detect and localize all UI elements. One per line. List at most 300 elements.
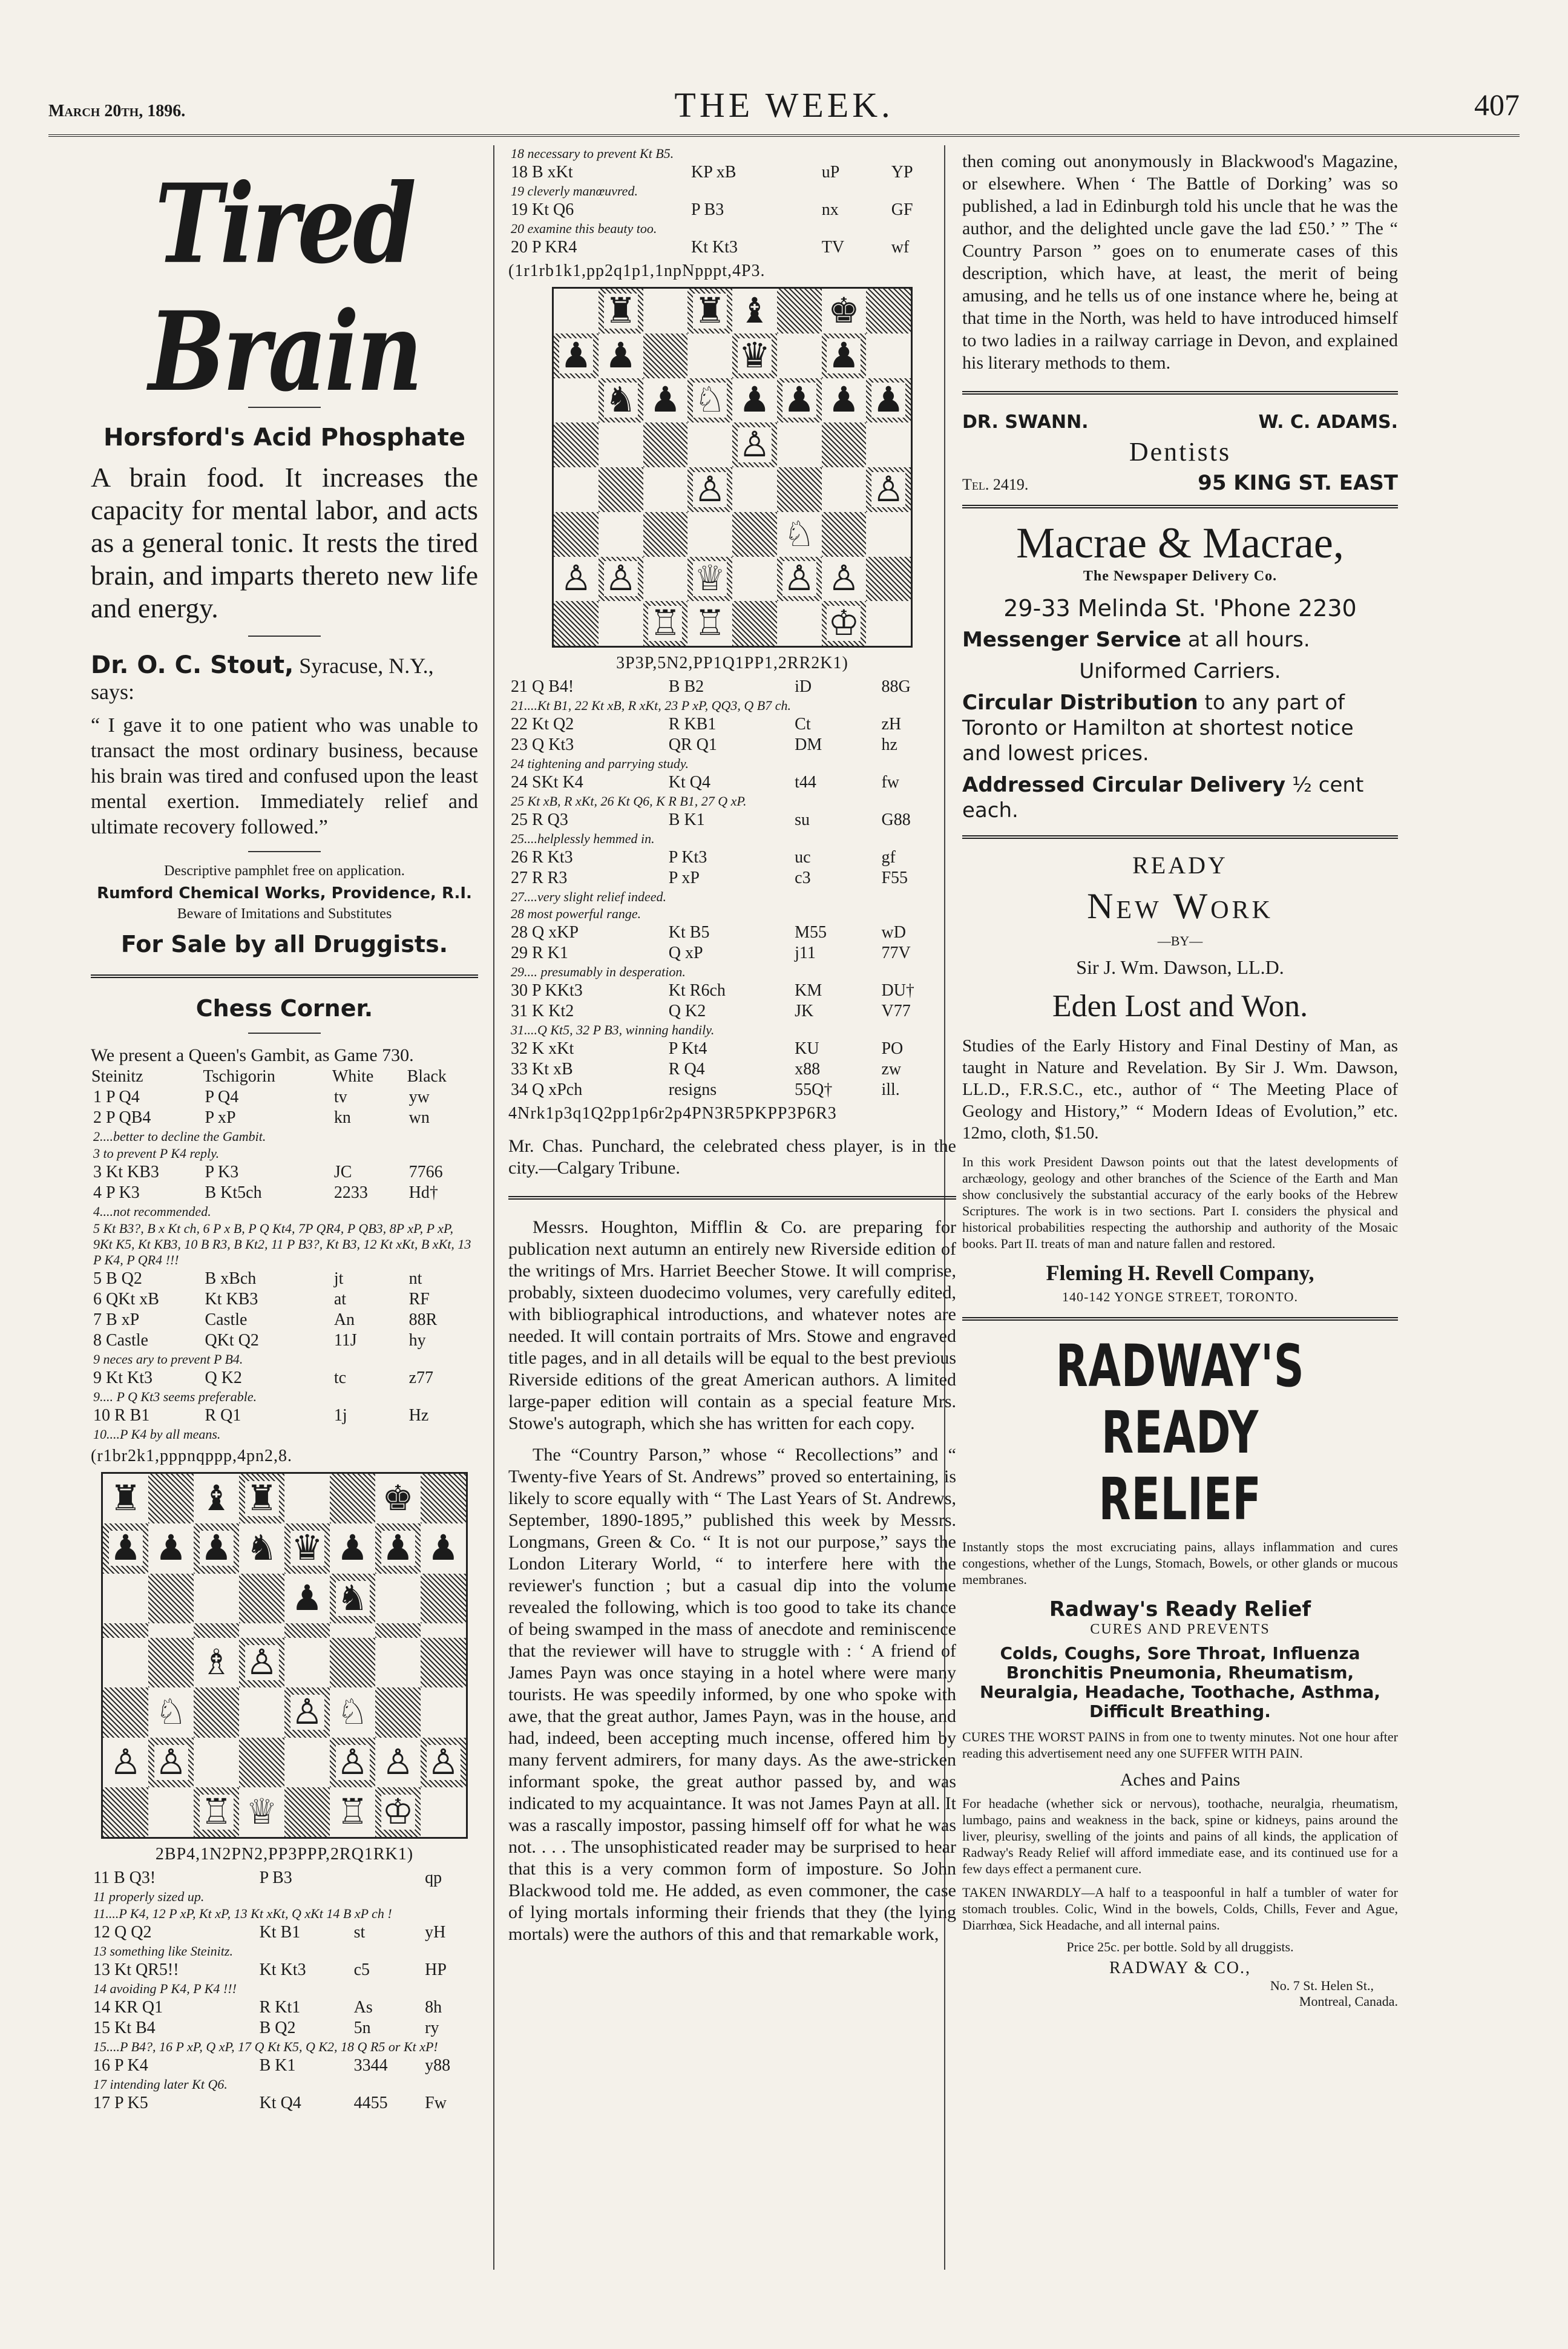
black-move: R Kt1 — [259, 1998, 301, 2017]
chess-piece-icon: ♙ — [246, 1643, 278, 1683]
board-square — [421, 1523, 466, 1573]
move-row — [91, 1405, 478, 1426]
dentist-2: W. C. ADAMS. — [1258, 412, 1398, 433]
board-square — [330, 1523, 375, 1573]
black-code: Fw — [425, 2094, 447, 2112]
black-move: B xBch — [205, 1269, 257, 1288]
black-code: wn — [408, 1108, 430, 1127]
chess-piece-icon: ♝ — [738, 291, 770, 330]
white-move: R B1 — [114, 1406, 150, 1425]
move-row — [508, 1080, 956, 1100]
move-white-cell — [508, 1059, 666, 1080]
chess-piece-icon: ♘ — [155, 1692, 187, 1732]
chess-piece-icon: ♟ — [155, 1528, 187, 1568]
board-square — [330, 1638, 375, 1687]
chess-piece-icon: ♟ — [427, 1528, 459, 1568]
move-white-cell — [508, 772, 666, 793]
section-rule — [508, 1196, 956, 1200]
move-row — [91, 1922, 478, 1943]
chess-piece-icon: ♟ — [783, 380, 815, 420]
board-square — [103, 1738, 148, 1787]
move-note-text: 5 Kt B3?, B x Kt ch, 6 P x B, P Q Kt4, 7P QR4, P QB3, 8P xP, P xP, 9Kt K5, Kt KB3, 10 B R3, B Kt2, 11 P B3?, Kt B3, 12 Kt xKt, B xKt, 13 P K4, P QR4 !!! — [93, 1221, 471, 1267]
board-square — [687, 289, 732, 333]
white-code: An — [333, 1310, 355, 1329]
white-code: j11 — [795, 944, 816, 962]
move-row — [508, 735, 956, 755]
board-square — [421, 1474, 466, 1523]
white-move: R K1 — [532, 944, 568, 962]
black-move: Kt B5 — [668, 923, 710, 942]
board2-fen-bottom: 3P3P,5N2,PP1Q1PP1,2RR2K1) — [616, 654, 848, 672]
black-code: 7766 — [408, 1163, 443, 1181]
move-note-text: 27....very slight relief indeed. — [511, 889, 667, 904]
horsford-product: Horsford's Acid Phosphate — [103, 424, 466, 452]
move-note-text: 20 examine this beauty too. — [511, 221, 657, 236]
book-ready: READY — [1132, 852, 1228, 879]
move-row — [91, 1269, 478, 1289]
black-move: R Q4 — [668, 1060, 705, 1079]
board-square — [777, 557, 822, 602]
horsford-ad-title: Tired Brain — [148, 160, 421, 416]
move-note-text: 25....helplessly hemmed in. — [511, 831, 655, 846]
move-row — [508, 1001, 956, 1022]
white-code: at — [333, 1290, 347, 1309]
move-white-cell — [91, 2055, 257, 2076]
macrae-messenger — [962, 627, 1398, 652]
white-code: t44 — [795, 773, 816, 792]
move-number: 34 — [511, 1080, 528, 1099]
move-number: 1 — [93, 1088, 102, 1106]
move-white-cell — [508, 1080, 666, 1100]
white-code: su — [795, 810, 810, 829]
move-note — [91, 1388, 478, 1405]
move-number: 33 — [511, 1060, 528, 1079]
move-note — [91, 1888, 478, 1905]
move-note-text: 2....better to decline the Gambit. — [93, 1129, 266, 1144]
column-1 — [91, 145, 478, 2114]
white-move: K Kt2 — [532, 1002, 574, 1020]
divider — [248, 1033, 321, 1034]
move-white-cell — [91, 1868, 257, 1888]
move-note — [508, 830, 956, 847]
white-code: KM — [795, 981, 822, 1000]
book-new-work: New Work — [1087, 886, 1273, 926]
board-square — [554, 557, 599, 602]
board-square — [599, 289, 643, 333]
publisher-address: 140-142 YONGE STREET, TORONTO. — [1062, 1289, 1298, 1304]
move-number: 11 — [93, 1868, 110, 1887]
white-move: Q xPch — [532, 1080, 583, 1099]
header-black: Black — [407, 1067, 447, 1086]
chess-piece-icon: ♜ — [246, 1479, 278, 1519]
board-square — [599, 601, 643, 646]
move-note — [508, 793, 956, 810]
black-move: P Kt4 — [668, 1039, 707, 1058]
black-move: B K1 — [668, 810, 705, 829]
board-square — [239, 1638, 284, 1687]
move-white-cell — [91, 1368, 202, 1388]
board-square — [148, 1623, 194, 1638]
chess-piece-icon: ♜ — [110, 1479, 142, 1519]
column-rule-1 — [493, 145, 494, 2270]
move-row — [508, 1059, 956, 1080]
move-number: 23 — [511, 735, 528, 754]
board-square — [330, 1787, 375, 1837]
chess-piece-icon: ♟ — [873, 380, 905, 420]
radway-title-line1: RADWAY'S READY — [1055, 1332, 1305, 1467]
white-move: Q Q2 — [114, 1923, 152, 1942]
black-move: Q K2 — [205, 1368, 242, 1387]
black-move: Kt Kt3 — [259, 1960, 306, 1979]
white-move: Kt QR5!! — [114, 1960, 179, 1979]
macrae-addressed-label: Addressed Circular Delivery — [962, 773, 1286, 797]
board-square — [375, 1638, 421, 1687]
board-square — [643, 289, 688, 333]
white-move: Q xKP — [532, 923, 579, 942]
white-code: 3344 — [353, 2056, 388, 2075]
board-square — [554, 601, 599, 646]
white-move: B Q2 — [106, 1269, 142, 1288]
moves-body — [508, 145, 956, 258]
moves-body — [508, 677, 956, 1100]
board-square — [554, 333, 599, 378]
move-number: 18 — [511, 163, 528, 182]
move-row — [91, 1183, 478, 1203]
macrae-subtitle: The Newspaper Delivery Co. — [1083, 568, 1278, 584]
move-note-text: 18 necessary to prevent Kt B5. — [511, 146, 674, 161]
move-note — [508, 905, 956, 922]
board-square — [599, 422, 643, 467]
move-row — [91, 2055, 478, 2076]
board-square — [777, 422, 822, 467]
radway-price: Price 25c. per bottle. Sold by all druggists. — [1066, 1939, 1294, 1954]
chess-piece-icon: ♟ — [649, 380, 681, 420]
section-rule — [962, 835, 1398, 839]
board-square — [194, 1787, 239, 1837]
page-header — [48, 85, 1520, 139]
page-number: 407 — [1474, 88, 1520, 122]
white-move: P K5 — [114, 2094, 148, 2112]
board-square — [777, 289, 822, 333]
board-square — [284, 1623, 330, 1638]
move-white-cell — [508, 868, 666, 889]
board-square — [554, 289, 599, 333]
article-stowe: Messrs. Houghton, Mifflin & Co. are preparing for publication next autumn an entirely new Riverside edition of the writings of Mrs. Harriet Beecher Stowe. It will comprise, probably, sixteen duodecimo volumes, very carefully edited, with bibliographical introductions, and whatever notes are needed. It will contain portraits of Mrs. Stowe and engraved title pages, and in all details will be equal to the best previous Riverside editions of the great American authors. A limited large-paper edition will contain as a special feature Mrs. Stowe's autograph, which she has written for each copy. — [508, 1217, 956, 1433]
white-code: iD — [795, 677, 812, 696]
board-square — [194, 1474, 239, 1523]
chess-piece-icon: ♜ — [605, 291, 637, 330]
dentists-title: Dentists — [1129, 437, 1232, 467]
chess-piece-icon: ♙ — [336, 1742, 369, 1782]
move-number: 7 — [93, 1310, 102, 1329]
chess-piece-icon: ♞ — [246, 1528, 278, 1568]
board-square — [421, 1623, 466, 1638]
white-code: M55 — [795, 923, 827, 942]
black-code: gf — [881, 848, 896, 867]
move-note-text: 15....P B4?, 16 P xP, Q xP, 17 Q Kt K5, Q K2, 18 Q R5 or Kt xP! — [93, 2039, 438, 2054]
board-square — [822, 422, 867, 467]
macrae-title: Macrae & Macrae, — [1016, 519, 1344, 567]
chess-piece-icon: ♟ — [200, 1528, 232, 1568]
move-row — [91, 1087, 478, 1108]
move-number: 13 — [93, 1960, 110, 1979]
move-white-cell — [91, 1997, 257, 2018]
board-square — [599, 333, 643, 378]
move-note-text: 4....not recommended. — [93, 1204, 211, 1219]
chess-piece-icon: ♙ — [605, 559, 637, 599]
black-code: zH — [881, 715, 902, 734]
move-white-cell — [91, 1162, 202, 1183]
black-code: yw — [408, 1088, 430, 1106]
board-square — [866, 557, 911, 602]
move-note-text: 24 tightening and parrying study. — [511, 756, 689, 771]
black-code: G88 — [881, 810, 911, 829]
move-number: 8 — [93, 1331, 102, 1350]
white-code: nx — [821, 200, 839, 219]
chess-piece-icon: ♙ — [694, 469, 726, 509]
white-code: tc — [333, 1368, 347, 1387]
move-row — [91, 1108, 478, 1128]
black-code: Hz — [408, 1406, 429, 1425]
black-move: P B3 — [259, 1868, 292, 1887]
macrae-addressed — [962, 772, 1398, 823]
move-white-cell — [508, 714, 666, 735]
white-code: 5n — [353, 2019, 371, 2037]
board-square — [148, 1787, 194, 1837]
black-code: yH — [425, 1923, 446, 1942]
move-row — [508, 1039, 956, 1059]
move-white-cell — [508, 981, 666, 1001]
board-square — [103, 1687, 148, 1737]
board-square — [866, 422, 911, 467]
book-details: In this work President Dawson points out that the latest developments of archæology, geology and other branches of the Science of the Earth and Man show conclusively the substantial accuracy of the early books of the Hebrew Scriptures. The work is in two sections. Part I. considers the physical and historical probabilities respecting the authorship and authority of the Mosaic books. Part II. treats of man and nature fallen and restored. — [962, 1154, 1398, 1251]
black-move: Kt Kt3 — [691, 238, 738, 257]
move-note — [91, 1128, 478, 1145]
white-move: P KR4 — [532, 238, 577, 257]
move-row — [91, 1310, 478, 1330]
move-note-text: 31....Q Kt5, 32 P B3, winning handily. — [511, 1022, 715, 1037]
dentists-names — [962, 412, 1398, 433]
chess-piece-icon: ♙ — [560, 559, 592, 599]
board-square — [284, 1474, 330, 1523]
board-square — [643, 422, 688, 467]
board-square — [103, 1474, 148, 1523]
radway-intro: Instantly stops the most excruciating pains, allays inflammation and cures congestions, whether of the Lungs, Stomach, Bowels, or other glands or mucous membranes. — [962, 1539, 1398, 1587]
white-move: P KKt3 — [532, 981, 583, 1000]
header-white: White — [332, 1067, 374, 1086]
radway-title-line2: RELIEF — [1098, 1465, 1262, 1533]
chess-piece-icon: ♛ — [738, 335, 770, 375]
board1-fen-top: (r1br2k1,pppnqppp,4pn2,8. — [91, 1447, 292, 1465]
board-square — [643, 557, 688, 602]
board-square — [194, 1623, 239, 1638]
black-code: 88G — [881, 677, 911, 696]
move-number: 29 — [511, 944, 528, 962]
black-move: P Q4 — [205, 1088, 239, 1106]
move-note — [508, 889, 956, 905]
chess-piece-icon: ♙ — [155, 1742, 187, 1782]
black-code: PO — [881, 1039, 904, 1058]
move-white-cell — [91, 1289, 202, 1310]
macrae-carriers: Uniformed Carriers. — [1079, 659, 1281, 683]
move-white-cell — [508, 943, 666, 964]
white-move: P K4 — [114, 2056, 148, 2075]
board-square — [421, 1738, 466, 1787]
move-white-cell — [508, 200, 689, 220]
chess-piece-icon: ♘ — [336, 1692, 369, 1732]
white-move: SKt K4 — [532, 773, 583, 792]
header-tschigorin: Tschigorin — [203, 1067, 275, 1086]
board-square — [822, 467, 867, 512]
black-move: Kt Q4 — [668, 773, 711, 792]
move-note-text: 13 something like Steinitz. — [93, 1943, 233, 1959]
sale-note: For Sale by all Druggists. — [120, 931, 448, 958]
chess-corner-title: Chess Corner. — [195, 995, 373, 1022]
board-square — [777, 601, 822, 646]
board-square — [554, 467, 599, 512]
board-square — [330, 1474, 375, 1523]
chess-closing-note: Mr. Chas. Punchard, the celebrated chess player, is in the city.—Calgary Tribune. — [508, 1136, 956, 1178]
move-white-cell — [508, 810, 666, 830]
chess-piece-icon: ♙ — [783, 559, 815, 599]
white-move: QKt xB — [106, 1290, 159, 1309]
radway-aches-title: Aches and Pains — [1120, 1770, 1241, 1790]
board1-fen-bottom: 2BP4,1N2PN2,PP3PPP,2RQ1RK1) — [155, 1845, 414, 1864]
white-move: KR Q1 — [114, 1998, 163, 2017]
move-note-text: 17 intending later Kt Q6. — [93, 2077, 228, 2092]
move-note-text: 11 properly sized up. — [93, 1889, 205, 1904]
white-code: uc — [795, 848, 811, 867]
radway-company: RADWAY & CO., — [1109, 1959, 1251, 1977]
move-note-text: 28 most powerful range. — [511, 906, 641, 921]
move-row — [508, 943, 956, 964]
move-number: 32 — [511, 1039, 528, 1058]
chess-moves-part4 — [508, 677, 956, 1100]
move-note — [91, 1145, 478, 1162]
chess-piece-icon: ♟ — [828, 335, 860, 375]
macrae-circular — [962, 690, 1398, 766]
board-square — [239, 1474, 284, 1523]
black-move: QKt Q2 — [205, 1331, 259, 1350]
white-code: st — [353, 1923, 366, 1942]
board-square — [687, 467, 732, 512]
board-square — [284, 1523, 330, 1573]
move-number: 22 — [511, 715, 528, 734]
board-square — [687, 557, 732, 602]
board-square — [239, 1523, 284, 1573]
black-code: nt — [408, 1269, 422, 1288]
black-code: zw — [881, 1060, 902, 1079]
black-code: y88 — [425, 2056, 451, 2075]
white-move: Q B4! — [532, 677, 574, 696]
black-move: P B3 — [691, 200, 724, 219]
chess-piece-icon: ♙ — [291, 1692, 323, 1732]
masthead: THE WEEK. — [674, 85, 894, 125]
moves-body — [91, 1087, 478, 1443]
black-move: R Q1 — [205, 1406, 241, 1425]
book-author: Sir J. Wm. Dawson, LL.D. — [1076, 956, 1284, 978]
move-row — [508, 981, 956, 1001]
white-move: P Q4 — [106, 1088, 140, 1106]
board-square — [330, 1623, 375, 1638]
black-code: wD — [881, 923, 906, 942]
board-square — [375, 1687, 421, 1737]
move-note — [508, 220, 956, 237]
board-square — [375, 1574, 421, 1623]
move-row — [508, 868, 956, 889]
board-square — [687, 333, 732, 378]
move-row — [508, 677, 956, 697]
board-square — [239, 1787, 284, 1837]
chess-piece-icon: ♝ — [200, 1479, 232, 1519]
chess-moves-part3 — [508, 145, 956, 258]
white-move: Castle — [106, 1331, 148, 1350]
move-number: 9 — [93, 1368, 102, 1387]
move-note — [91, 1220, 478, 1269]
board-square — [777, 512, 822, 557]
black-code: wf — [891, 238, 910, 257]
black-code: fw — [881, 773, 900, 792]
move-white-cell — [91, 1108, 202, 1128]
radway-ailments: Colds, Coughs, Sore Throat, Influenza Bronchitis Pneumonia, Rheumatism, Neuralgia, Headache, Toothache, Asthma, Difficult Breathing. — [979, 1643, 1381, 1721]
chess-piece-icon: ♟ — [738, 380, 770, 420]
move-row — [508, 847, 956, 868]
board-square — [554, 512, 599, 557]
board2-fen-top: (1r1rb1k1,pp2q1p1,1npNpppt,4P3. — [508, 261, 766, 280]
board-square — [643, 601, 688, 646]
black-move: resigns — [668, 1080, 717, 1099]
board-square — [822, 557, 867, 602]
white-move: Kt B4 — [114, 2019, 156, 2037]
board-square — [239, 1738, 284, 1787]
move-white-cell — [91, 2018, 257, 2039]
chess-piece-icon: ♟ — [382, 1528, 414, 1568]
move-row — [508, 810, 956, 830]
board-square — [554, 378, 599, 423]
move-white-cell — [508, 847, 666, 868]
white-code: JC — [333, 1163, 352, 1181]
board-square — [421, 1574, 466, 1623]
black-move: P K3 — [205, 1163, 239, 1181]
black-move: P Kt3 — [668, 848, 707, 867]
move-note — [91, 1980, 478, 1997]
move-number: 31 — [511, 1002, 528, 1020]
move-row — [508, 237, 956, 258]
board-square — [103, 1574, 148, 1623]
black-code: YP — [891, 163, 913, 182]
board-square — [103, 1623, 148, 1638]
chess-piece-icon: ♜ — [694, 291, 726, 330]
chess-piece-icon: ♟ — [828, 380, 860, 420]
board-square — [194, 1523, 239, 1573]
move-number: 14 — [93, 1998, 110, 2017]
move-white-cell — [91, 1922, 257, 1943]
beware-note: Beware of Imitations and Substitutes — [177, 906, 392, 922]
dentist-1: DR. SWANN. — [962, 412, 1089, 433]
move-white-cell — [91, 1087, 202, 1108]
radway-cures: CURES AND PREVENTS — [1090, 1621, 1270, 1637]
board-square — [194, 1738, 239, 1787]
white-move: Q Kt3 — [532, 735, 574, 754]
chess-piece-icon: ♞ — [336, 1578, 369, 1618]
macrae-addressed-rest: ½ cent each. — [962, 773, 1364, 823]
board-square — [866, 467, 911, 512]
move-number: 28 — [511, 923, 528, 942]
publisher-name: Fleming H. Revell Company, — [1046, 1261, 1314, 1285]
book-title: Eden Lost and Won. — [1052, 989, 1308, 1023]
chess-piece-icon: ♟ — [560, 335, 592, 375]
chess-piece-icon: ♟ — [110, 1528, 142, 1568]
